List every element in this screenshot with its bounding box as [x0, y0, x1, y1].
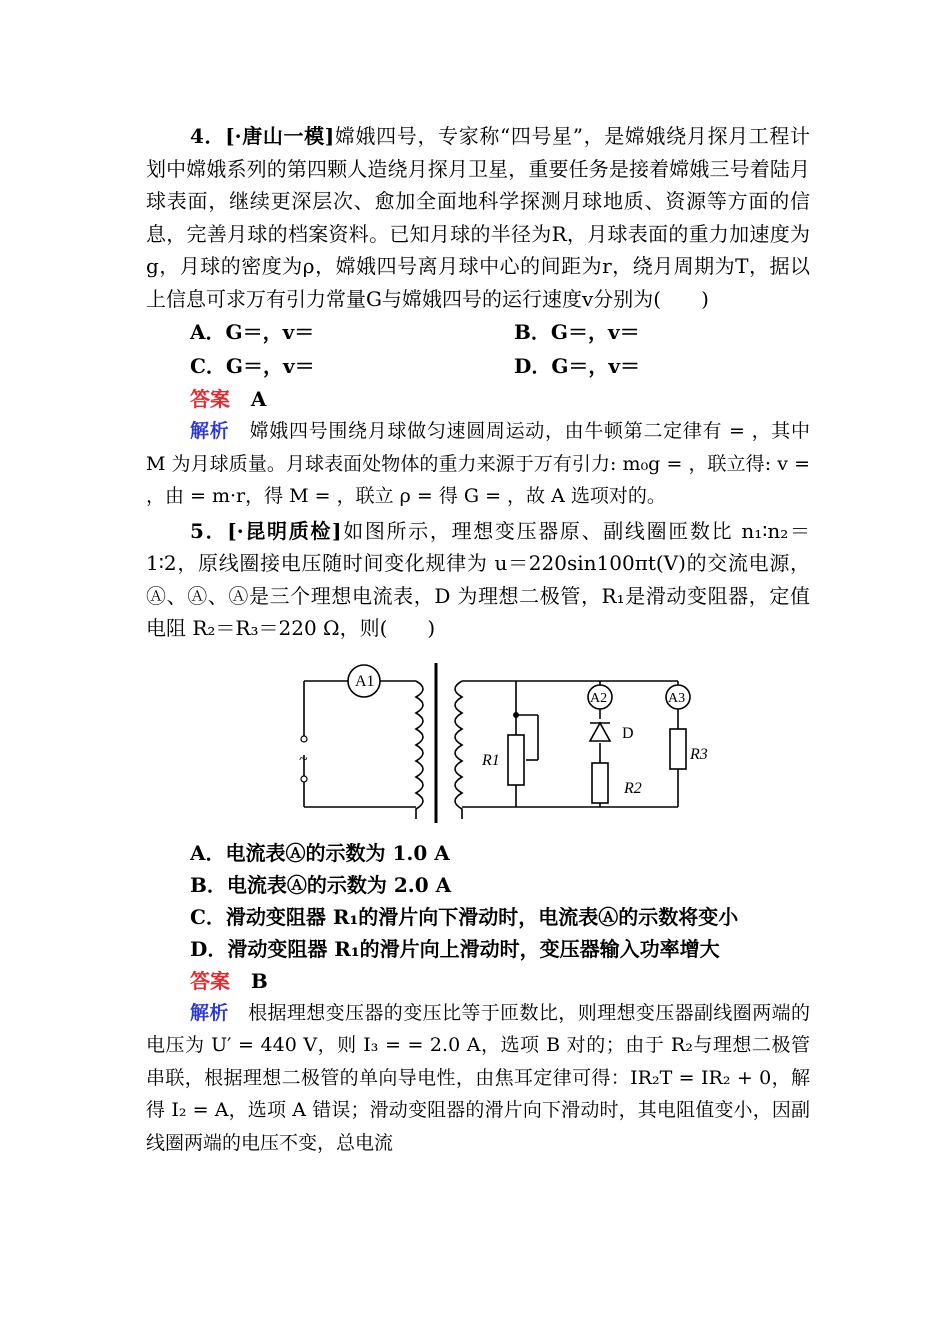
ammeter-a1-label: A1	[355, 672, 375, 690]
explanation-text: 根据理想变压器的变压比等于匝数比，则理想变压器副线圈两端的电压为 U′ = 440 V，则 I₃ = = 2.0 A，选项 B 对的；由于 R₂与理想二极管串联，根据理想二极管的单向导电性，由焦耳定律可得：IR₂T = IR₂ + 0，解得 I₂ = A，选项 A 错误；滑动变阻器的滑片向下滑动时，其电阻值变小，因副线圈两端的电压不变，总电流	[146, 1001, 810, 1154]
source-terminal-bottom	[301, 776, 307, 782]
circuit-svg	[146, 653, 810, 833]
ammeter-a3-label: A3	[668, 690, 686, 706]
question-4-explanation	[146, 415, 810, 513]
ammeter-a2-label: A2	[590, 690, 608, 706]
question-4-options-row2	[146, 349, 810, 383]
answer-label: 答案	[190, 968, 230, 993]
diode-label: D	[622, 724, 634, 742]
explanation-label: 解析	[190, 1001, 229, 1024]
resistor-r3-label: R3	[690, 745, 708, 763]
question-4-option-d: D．G＝，v＝	[514, 354, 641, 378]
answer-value: B	[250, 968, 268, 993]
answer-value: A	[250, 387, 267, 411]
question-4-answer	[146, 383, 810, 415]
document-page	[146, 120, 810, 1159]
question-5-explanation	[146, 997, 810, 1160]
question-4-option-a: A．G＝，v＝	[190, 320, 315, 344]
question-4-option-c: C．G＝，v＝	[190, 354, 315, 378]
question-5-option-c: C．滑动变阻器 R₁的滑片向下滑动时，电流表Ⓐ的示数将变小	[190, 904, 739, 929]
circuit-diagram	[146, 653, 810, 833]
question-4-options-row1	[146, 315, 810, 349]
junction-dot	[513, 712, 519, 718]
diode-symbol	[590, 723, 610, 741]
source-terminal-top	[301, 736, 307, 742]
question-5-body: 如图所示，理想变压器原、副线圈匝数比 n₁∶n₂＝1∶2，原线圈接电压随时间变化规律为 u＝220sin100πt(V)的交流电源，Ⓐ、Ⓐ、Ⓐ是三个理想电流表，D 为理想二极管，R₁是滑动变阻器，定值电阻 R₂＝R₃＝220 Ω，则( )	[146, 518, 810, 640]
question-4-text	[146, 120, 810, 315]
resistor-r2-label: R2	[624, 779, 642, 797]
question-5-text	[146, 515, 810, 645]
question-4-option-b: B．G＝，v＝	[514, 320, 640, 344]
question-5-option-d: D．滑动变阻器 R₁的滑片向上滑动时，变压器输入功率增大	[190, 936, 720, 961]
question-4-body: 嫦娥四号，专家称“四号星”，是嫦娥绕月探月工程计划中嫦娥系列的第四颗人造绕月探月卫星，重要任务是接着嫦娥三号着陆月球表面，继续更深层次、愈加全面地科学探测月球地质、资源等方面的信息，完善月球的档案资料。已知月球的半径为R，月球表面的重力加速度为g，月球的密度为ρ，嫦娥四号离月球中心的间距为r，绕月周期为T，据以上信息可求万有引力常量G与嫦娥四号的运行速度v分别为( )	[146, 124, 810, 311]
explanation-text: 嫦娥四号围绕月球做匀速圆周运动，由牛顿第二定律有 = ，其中 M 为月球质量。月球表面处物体的重力来源于万有引力: m₀g = ，联立得: v = ，由 = m·r，得 M = ，联立 ρ = 得 G = ，故 A 选项对的。	[146, 420, 810, 507]
question-5-option-b: B．电流表Ⓐ的示数为 2.0 A	[190, 872, 452, 897]
answer-label: 答案	[190, 387, 230, 411]
explanation-label: 解析	[190, 420, 230, 442]
question-4-lead: 4．[·唐山一模]	[190, 124, 335, 148]
question-5-lead: 5．[·昆明质检]	[190, 518, 342, 543]
question-5-option-a: A．电流表Ⓐ的示数为 1.0 A	[190, 840, 450, 865]
resistor-r1-label: R1	[482, 751, 500, 769]
source-symbol: ~	[299, 750, 308, 768]
question-5-answer	[146, 965, 810, 997]
